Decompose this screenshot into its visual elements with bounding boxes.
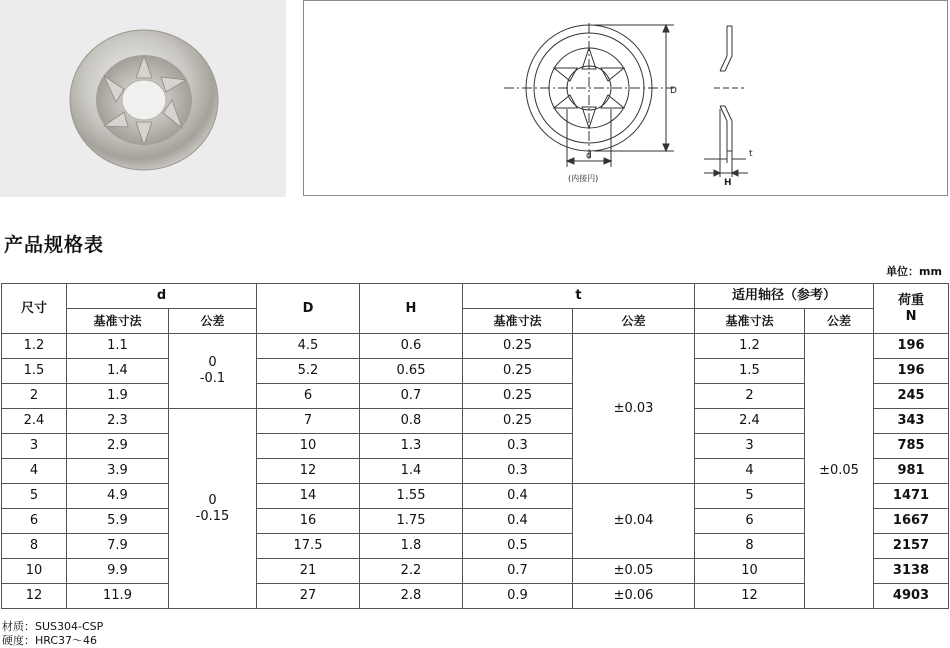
cell-H: 1.3 [360,434,463,459]
cell-shaft-base: 6 [695,509,805,534]
cell-H: 2.2 [360,559,463,584]
product-photo [0,0,286,197]
cell-size: 2 [2,384,67,409]
cell-D: 17.5 [257,534,360,559]
cell-H: 0.65 [360,359,463,384]
cell-size: 4 [2,459,67,484]
cell-shaft-base: 5 [695,484,805,509]
cell-d-base: 2.9 [67,434,169,459]
cell-shaft-base: 8 [695,534,805,559]
cell-d-base: 2.3 [67,409,169,434]
cell-t-base: 0.7 [463,559,573,584]
cell-t-base: 0.3 [463,434,573,459]
cell-load: 245 [874,384,949,409]
cell-D: 10 [257,434,360,459]
header-t-base: 基准寸法 [463,309,573,334]
cell-d-base: 5.9 [67,509,169,534]
cell-d-base: 9.9 [67,559,169,584]
cell-D: 6 [257,384,360,409]
cell-size: 5 [2,484,67,509]
cell-t-base: 0.25 [463,334,573,359]
table-header-row-1 [2,284,949,309]
cell-t-tol-d: ±0.06 [573,584,695,609]
cell-load: 196 [874,359,949,384]
table-row [2,334,949,359]
H-dimension-label: H [724,178,732,188]
cell-size: 3 [2,434,67,459]
header-d: d [67,284,257,309]
notes [2,620,103,648]
cell-D: 27 [257,584,360,609]
spec-table-body [2,284,949,609]
header-size: 尺寸 [2,284,67,334]
cell-H: 2.8 [360,584,463,609]
cell-H: 0.8 [360,409,463,434]
cell-H: 0.7 [360,384,463,409]
D-dimension-label: D [670,86,677,96]
header-load-label: 荷重 [898,292,925,308]
cell-size: 2.4 [2,409,67,434]
washer-photo-illustration [0,0,286,197]
cell-shaft-base: 3 [695,434,805,459]
cell-shaft-base: 1.5 [695,359,805,384]
cell-d-tol-a-line-1: 0 [208,355,217,370]
technical-drawing [303,0,948,196]
cell-size: 6 [2,509,67,534]
cell-shaft-base: 12 [695,584,805,609]
cell-size: 1.2 [2,334,67,359]
cell-load: 785 [874,434,949,459]
cell-D: 4.5 [257,334,360,359]
header-shaft-tol: 公差 [805,309,874,334]
spec-table [1,283,949,609]
hardness-note: 硬度：HRC37～46 [2,634,98,647]
material-note: 材质：SUS304-CSP [2,620,104,633]
cell-t-tol-a: ±0.03 [573,334,695,484]
cell-t-base: 0.9 [463,584,573,609]
cell-d-base: 7.9 [67,534,169,559]
cell-t-base: 0.25 [463,359,573,384]
cell-size: 10 [2,559,67,584]
header-d-tol: 公差 [169,309,257,334]
cell-d-tol-b-line-2: -0.15 [195,508,230,524]
header-t: t [463,284,695,309]
cell-d-base: 1.9 [67,384,169,409]
cell-H: 1.75 [360,509,463,534]
cell-D: 7 [257,409,360,434]
unit-label: 单位：mm [886,265,942,278]
cell-d-tol-a [169,334,257,409]
t-dimension-label: t [749,149,753,159]
cell-shaft-base: 2 [695,384,805,409]
cell-H: 1.8 [360,534,463,559]
header-t-tol: 公差 [573,309,695,334]
header-load-unit: N [905,308,917,324]
cell-load: 2157 [874,534,949,559]
cell-t-base: 0.25 [463,384,573,409]
cell-t-base: 0.25 [463,409,573,434]
header-load [874,284,949,334]
cell-D: 21 [257,559,360,584]
header-D: D [257,284,360,334]
cell-d-base: 1.1 [67,334,169,359]
header-shaft-base: 基准寸法 [695,309,805,334]
cell-d-base: 4.9 [67,484,169,509]
cell-load: 4903 [874,584,949,609]
cell-d-base: 1.4 [67,359,169,384]
cell-load: 1471 [874,484,949,509]
cell-H: 0.6 [360,334,463,359]
cell-t-base: 0.4 [463,484,573,509]
cell-load: 1667 [874,509,949,534]
cell-d-tol-b-line-1: 0 [208,492,217,508]
cell-D: 14 [257,484,360,509]
cell-D: 5.2 [257,359,360,384]
cell-size: 1.5 [2,359,67,384]
cell-load: 343 [874,409,949,434]
table-header-row-2 [2,309,949,334]
cell-shaft-tol: ±0.05 [805,334,874,609]
header-shaft: 适用轴径（参考） [695,284,874,309]
d-dimension-label: d [586,151,592,161]
cell-t-base: 0.3 [463,459,573,484]
cell-d-tol-b [169,409,257,609]
cell-H: 1.55 [360,484,463,509]
cell-shaft-base: 1.2 [695,334,805,359]
header-H: H [360,284,463,334]
cell-d-tol-a-line-2: -0.1 [199,371,226,386]
cell-shaft-base: 10 [695,559,805,584]
cell-load: 196 [874,334,949,359]
cell-d-base: 3.9 [67,459,169,484]
cell-D: 12 [257,459,360,484]
header-d-base: 基准寸法 [67,309,169,334]
cell-load: 981 [874,459,949,484]
cell-t-tol-b: ±0.04 [573,484,695,559]
page-title: 产品规格表 [4,234,105,256]
cell-t-base: 0.4 [463,509,573,534]
cell-D: 16 [257,509,360,534]
cell-shaft-base: 4 [695,459,805,484]
washer-drawing [304,1,947,195]
d-dimension-note: (内接円) [568,174,599,183]
cell-d-base: 11.9 [67,584,169,609]
cell-load: 3138 [874,559,949,584]
cell-t-base: 0.5 [463,534,573,559]
cell-t-tol-c: ±0.05 [573,559,695,584]
cell-shaft-base: 2.4 [695,409,805,434]
cell-size: 12 [2,584,67,609]
cell-size: 8 [2,534,67,559]
cell-H: 1.4 [360,459,463,484]
